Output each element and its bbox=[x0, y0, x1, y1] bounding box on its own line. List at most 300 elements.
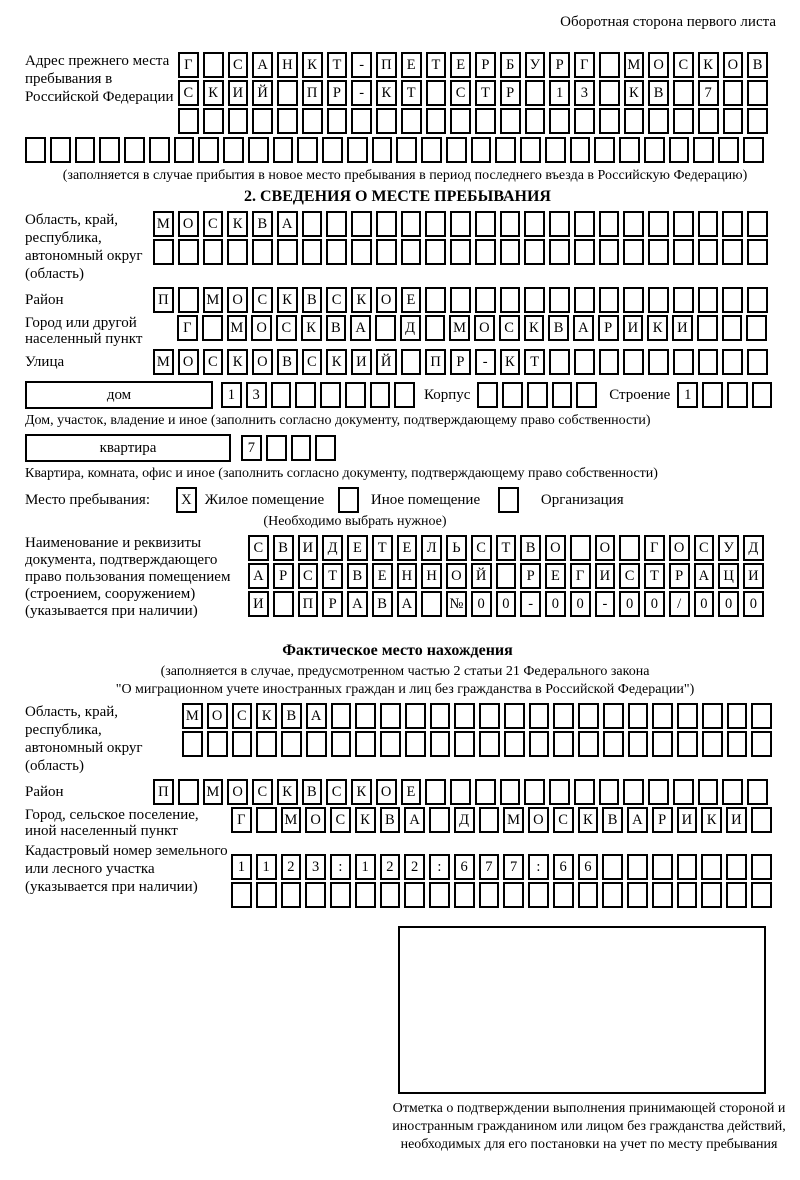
char-box: В bbox=[747, 52, 768, 78]
char-box bbox=[277, 80, 298, 106]
char-box: П bbox=[298, 591, 319, 617]
char-box bbox=[677, 882, 698, 908]
char-box: М bbox=[503, 807, 524, 833]
char-box bbox=[723, 80, 744, 106]
char-box bbox=[698, 211, 719, 237]
char-box bbox=[50, 137, 71, 163]
char-box bbox=[500, 108, 521, 134]
char-box bbox=[425, 779, 446, 805]
zhiloe-label: Жилое помещение bbox=[204, 491, 325, 508]
char-box bbox=[527, 382, 548, 408]
char-box bbox=[594, 137, 615, 163]
char-box bbox=[702, 703, 723, 729]
char-box bbox=[746, 315, 767, 341]
char-box bbox=[648, 108, 669, 134]
char-box: 7 bbox=[479, 854, 500, 880]
rayon-row bbox=[153, 287, 768, 313]
char-box bbox=[404, 882, 425, 908]
char-box bbox=[524, 211, 545, 237]
doc-row-3 bbox=[248, 591, 764, 617]
char-box bbox=[504, 731, 525, 757]
mesto-block bbox=[25, 487, 800, 513]
fakt-caption-2: "О миграционном учете иностранных граждан и лиц без гражданства в Российской Федерации") bbox=[115, 682, 695, 697]
char-box bbox=[281, 731, 302, 757]
org-label: Организация bbox=[540, 491, 624, 508]
char-box bbox=[297, 137, 318, 163]
char-box bbox=[648, 211, 669, 237]
char-box: И bbox=[672, 315, 693, 341]
char-box: С bbox=[252, 287, 273, 313]
char-box bbox=[698, 108, 719, 134]
char-box bbox=[570, 137, 591, 163]
fakt-rayon-block bbox=[25, 779, 800, 805]
kadastr-rows bbox=[231, 854, 772, 908]
char-box: А bbox=[306, 703, 327, 729]
char-box bbox=[266, 435, 287, 461]
char-box bbox=[722, 779, 743, 805]
char-box bbox=[747, 349, 768, 375]
char-box: Б bbox=[500, 52, 521, 78]
char-box: К bbox=[524, 315, 545, 341]
char-box: Е bbox=[545, 563, 566, 589]
fakt-gorod-block bbox=[25, 807, 800, 839]
char-box bbox=[747, 80, 768, 106]
prev-address-label: Адрес прежнего места пребывания в Российской Федерации bbox=[25, 53, 174, 105]
char-box bbox=[603, 731, 624, 757]
char-box bbox=[149, 137, 170, 163]
char-box bbox=[471, 137, 492, 163]
char-box: Т bbox=[475, 80, 496, 106]
char-box bbox=[495, 137, 516, 163]
char-box bbox=[99, 137, 120, 163]
char-box: О bbox=[305, 807, 326, 833]
char-box bbox=[529, 703, 550, 729]
char-box: Р bbox=[549, 52, 570, 78]
char-box: К bbox=[227, 211, 248, 237]
prev-address-row-1 bbox=[178, 52, 768, 78]
ulitsa-block bbox=[25, 349, 800, 375]
char-box: О bbox=[474, 315, 495, 341]
char-box bbox=[345, 382, 366, 408]
char-box bbox=[475, 108, 496, 134]
char-box: А bbox=[347, 591, 368, 617]
char-box: О bbox=[446, 563, 467, 589]
char-box: О bbox=[227, 779, 248, 805]
char-box: О bbox=[528, 807, 549, 833]
dom-field-box: дом bbox=[25, 381, 213, 409]
mesto-label: Место пребывания: bbox=[25, 491, 150, 508]
char-box bbox=[203, 108, 224, 134]
char-box bbox=[723, 108, 744, 134]
char-box: О bbox=[252, 349, 273, 375]
char-box: Е bbox=[372, 563, 393, 589]
char-box: Т bbox=[524, 349, 545, 375]
char-box: М bbox=[153, 211, 174, 237]
char-box bbox=[751, 703, 772, 729]
char-box bbox=[401, 108, 422, 134]
fakt-gorod-row bbox=[231, 807, 772, 833]
char-box bbox=[376, 108, 397, 134]
char-box: Т bbox=[496, 535, 517, 561]
char-box bbox=[502, 382, 523, 408]
char-box: И bbox=[248, 591, 269, 617]
char-box: 0 bbox=[619, 591, 640, 617]
char-box bbox=[673, 108, 694, 134]
char-box bbox=[722, 315, 743, 341]
char-box bbox=[401, 211, 422, 237]
char-box bbox=[376, 239, 397, 265]
char-box: О bbox=[376, 779, 397, 805]
char-box bbox=[450, 287, 471, 313]
char-box bbox=[722, 239, 743, 265]
doc-row-1 bbox=[248, 535, 764, 561]
prev-address-overflow-row bbox=[25, 137, 800, 163]
char-box: 3 bbox=[305, 854, 326, 880]
char-box bbox=[277, 108, 298, 134]
char-box: 0 bbox=[718, 591, 739, 617]
char-box bbox=[549, 779, 570, 805]
char-box bbox=[698, 779, 719, 805]
char-box bbox=[425, 211, 446, 237]
char-box bbox=[578, 731, 599, 757]
char-box: 7 bbox=[241, 435, 262, 461]
char-box: Р bbox=[327, 80, 348, 106]
char-box bbox=[331, 703, 352, 729]
char-box bbox=[574, 349, 595, 375]
char-box: У bbox=[525, 52, 546, 78]
char-box bbox=[553, 731, 574, 757]
char-box: С bbox=[302, 349, 323, 375]
char-box bbox=[426, 80, 447, 106]
char-box: 1 bbox=[677, 382, 698, 408]
char-box: В bbox=[347, 563, 368, 589]
char-box bbox=[701, 882, 722, 908]
gorod-label: Город или другой населенный пункт bbox=[25, 315, 143, 347]
char-box: Г bbox=[574, 52, 595, 78]
char-box bbox=[305, 882, 326, 908]
char-box: Г bbox=[178, 52, 199, 78]
char-box: А bbox=[694, 563, 715, 589]
char-box: К bbox=[351, 779, 372, 805]
char-box: Ц bbox=[718, 563, 739, 589]
char-box bbox=[570, 535, 591, 561]
char-box bbox=[549, 349, 570, 375]
char-box: Й bbox=[252, 80, 273, 106]
char-box: Н bbox=[421, 563, 442, 589]
char-box bbox=[751, 882, 772, 908]
char-box bbox=[430, 731, 451, 757]
kadastr-label: Кадастровый номер земельного или лесного участка (указывается при наличии) bbox=[25, 843, 228, 895]
char-box bbox=[524, 287, 545, 313]
char-box bbox=[182, 731, 203, 757]
char-box: 0 bbox=[644, 591, 665, 617]
char-box bbox=[425, 315, 446, 341]
char-box: 0 bbox=[545, 591, 566, 617]
char-box bbox=[500, 779, 521, 805]
char-box: К bbox=[277, 779, 298, 805]
char-box: О bbox=[227, 287, 248, 313]
char-box: О bbox=[178, 211, 199, 237]
fakt-gorod-label: Город, сельское поселение, иной населенный пункт bbox=[25, 807, 199, 839]
char-box bbox=[351, 108, 372, 134]
char-box bbox=[673, 211, 694, 237]
zhiloe-checkbox: X bbox=[176, 487, 197, 513]
prev-address-row-3 bbox=[178, 108, 768, 134]
doc-row-2 bbox=[248, 563, 764, 589]
char-box bbox=[429, 807, 450, 833]
char-box bbox=[372, 137, 393, 163]
char-box: 1 bbox=[355, 854, 376, 880]
char-box bbox=[648, 239, 669, 265]
char-box bbox=[552, 382, 573, 408]
char-box: Е bbox=[401, 52, 422, 78]
char-box: С bbox=[471, 535, 492, 561]
char-box bbox=[475, 211, 496, 237]
char-box bbox=[124, 137, 145, 163]
char-box: - bbox=[475, 349, 496, 375]
char-box bbox=[574, 287, 595, 313]
char-box: К bbox=[227, 349, 248, 375]
char-box bbox=[331, 731, 352, 757]
char-box: К bbox=[351, 287, 372, 313]
char-box bbox=[223, 137, 244, 163]
char-box bbox=[623, 349, 644, 375]
char-box bbox=[549, 211, 570, 237]
kadastr-block bbox=[25, 842, 800, 920]
char-box bbox=[446, 137, 467, 163]
char-box: Г bbox=[177, 315, 198, 341]
inoe-label: Иное помещение bbox=[370, 491, 481, 508]
char-box bbox=[347, 137, 368, 163]
char-box bbox=[228, 108, 249, 134]
char-box: Й bbox=[471, 563, 492, 589]
char-box: С bbox=[228, 52, 249, 78]
char-box: Д bbox=[400, 315, 421, 341]
char-box bbox=[396, 137, 417, 163]
char-box bbox=[752, 382, 773, 408]
char-box bbox=[421, 591, 442, 617]
char-box bbox=[479, 882, 500, 908]
char-box bbox=[701, 854, 722, 880]
char-box bbox=[302, 108, 323, 134]
char-box: 7 bbox=[503, 854, 524, 880]
char-box bbox=[450, 239, 471, 265]
char-box: К bbox=[500, 349, 521, 375]
fakt-oblast-block bbox=[25, 703, 800, 779]
char-box bbox=[727, 382, 748, 408]
char-box bbox=[504, 703, 525, 729]
char-box: С bbox=[499, 315, 520, 341]
char-box bbox=[727, 731, 748, 757]
char-box bbox=[673, 80, 694, 106]
char-box: А bbox=[277, 211, 298, 237]
char-box bbox=[231, 882, 252, 908]
char-box: 3 bbox=[246, 382, 267, 408]
char-box bbox=[673, 349, 694, 375]
char-box: П bbox=[153, 287, 174, 313]
char-box: В bbox=[372, 591, 393, 617]
page-side-note: Оборотная сторона первого листа bbox=[560, 14, 776, 30]
char-box bbox=[698, 239, 719, 265]
char-box bbox=[529, 731, 550, 757]
char-box bbox=[525, 80, 546, 106]
char-box bbox=[370, 382, 391, 408]
oblast-label: Область, край, республика, автономный округ (область) bbox=[25, 212, 143, 282]
char-box: А bbox=[350, 315, 371, 341]
char-box: К bbox=[376, 80, 397, 106]
char-box: К bbox=[624, 80, 645, 106]
char-box: : bbox=[330, 854, 351, 880]
char-box bbox=[751, 807, 772, 833]
char-box bbox=[623, 211, 644, 237]
char-box bbox=[652, 882, 673, 908]
char-box bbox=[500, 287, 521, 313]
char-box: В bbox=[648, 80, 669, 106]
kvartira-block bbox=[25, 433, 800, 463]
char-box bbox=[178, 239, 199, 265]
char-box bbox=[747, 108, 768, 134]
char-box bbox=[503, 882, 524, 908]
char-box bbox=[479, 807, 500, 833]
char-box: С bbox=[694, 535, 715, 561]
char-box: Т bbox=[372, 535, 393, 561]
char-box bbox=[273, 591, 294, 617]
char-box: И bbox=[743, 563, 764, 589]
char-box: М bbox=[227, 315, 248, 341]
char-box bbox=[722, 211, 743, 237]
char-box: М bbox=[624, 52, 645, 78]
char-box bbox=[252, 239, 273, 265]
char-box bbox=[256, 807, 277, 833]
fakt-rayon-label: Район bbox=[25, 784, 64, 800]
char-box: С bbox=[203, 211, 224, 237]
char-box bbox=[355, 882, 376, 908]
char-box bbox=[376, 211, 397, 237]
kvartira-field-box: квартира bbox=[25, 434, 231, 462]
char-box bbox=[644, 137, 665, 163]
char-box: Й bbox=[376, 349, 397, 375]
char-box: Р bbox=[322, 591, 343, 617]
char-box bbox=[599, 80, 620, 106]
char-box: Н bbox=[277, 52, 298, 78]
char-box: М bbox=[182, 703, 203, 729]
char-box bbox=[673, 287, 694, 313]
char-box bbox=[602, 882, 623, 908]
char-box: В bbox=[277, 349, 298, 375]
char-box bbox=[450, 211, 471, 237]
char-box bbox=[599, 349, 620, 375]
char-box bbox=[178, 779, 199, 805]
char-box bbox=[479, 731, 500, 757]
kadastr-row-2 bbox=[231, 882, 772, 908]
char-box: № bbox=[446, 591, 467, 617]
char-box bbox=[619, 137, 640, 163]
char-box: С bbox=[252, 779, 273, 805]
char-box bbox=[454, 703, 475, 729]
fakt-caption-1: (заполняется в случае, предусмотренном частью 2 статьи 21 Федерального закона bbox=[160, 664, 650, 679]
char-box: : bbox=[429, 854, 450, 880]
char-box bbox=[232, 731, 253, 757]
char-box bbox=[599, 287, 620, 313]
char-box: - bbox=[520, 591, 541, 617]
char-box bbox=[380, 703, 401, 729]
char-box bbox=[549, 287, 570, 313]
char-box: Д bbox=[322, 535, 343, 561]
char-box: Р bbox=[669, 563, 690, 589]
char-box: О bbox=[545, 535, 566, 561]
char-box bbox=[677, 731, 698, 757]
char-box: М bbox=[203, 287, 224, 313]
confirmation-mark-box bbox=[398, 926, 766, 1094]
char-box bbox=[273, 137, 294, 163]
char-box bbox=[602, 854, 623, 880]
char-box: В bbox=[520, 535, 541, 561]
char-box bbox=[252, 108, 273, 134]
char-box: Ь bbox=[446, 535, 467, 561]
char-box: М bbox=[281, 807, 302, 833]
char-box bbox=[574, 211, 595, 237]
doc-rows bbox=[248, 535, 764, 617]
char-box bbox=[627, 854, 648, 880]
char-box bbox=[326, 239, 347, 265]
char-box: М bbox=[203, 779, 224, 805]
char-box bbox=[322, 137, 343, 163]
char-box bbox=[281, 882, 302, 908]
char-box: 1 bbox=[256, 854, 277, 880]
char-box: К bbox=[578, 807, 599, 833]
char-box bbox=[450, 779, 471, 805]
char-box: 3 bbox=[574, 80, 595, 106]
char-box: С bbox=[450, 80, 471, 106]
char-box: В bbox=[602, 807, 623, 833]
char-box bbox=[545, 137, 566, 163]
char-box bbox=[751, 731, 772, 757]
char-box bbox=[525, 108, 546, 134]
char-box: Р bbox=[450, 349, 471, 375]
char-box: Р bbox=[500, 80, 521, 106]
char-box: В bbox=[326, 315, 347, 341]
char-box bbox=[599, 779, 620, 805]
char-box: С bbox=[326, 779, 347, 805]
char-box bbox=[454, 731, 475, 757]
char-box: Е bbox=[347, 535, 368, 561]
char-box bbox=[405, 731, 426, 757]
char-box: 0 bbox=[496, 591, 517, 617]
char-box: С bbox=[178, 80, 199, 106]
char-box: Т bbox=[426, 52, 447, 78]
char-box: Р bbox=[475, 52, 496, 78]
char-box bbox=[599, 108, 620, 134]
char-box: 1 bbox=[231, 854, 252, 880]
char-box bbox=[355, 731, 376, 757]
ulitsa-row bbox=[153, 349, 768, 375]
char-box: О bbox=[207, 703, 228, 729]
char-box: П bbox=[302, 80, 323, 106]
char-box bbox=[669, 137, 690, 163]
char-box bbox=[599, 52, 620, 78]
fakt-title: Фактическое место нахождения bbox=[282, 642, 513, 659]
char-box bbox=[747, 211, 768, 237]
char-box: О bbox=[178, 349, 199, 375]
char-box: И bbox=[298, 535, 319, 561]
char-box: : bbox=[528, 854, 549, 880]
char-box: К bbox=[203, 80, 224, 106]
char-box bbox=[302, 239, 323, 265]
char-box: К bbox=[698, 52, 719, 78]
char-box bbox=[202, 315, 223, 341]
char-box: И bbox=[351, 349, 372, 375]
char-box: А bbox=[248, 563, 269, 589]
